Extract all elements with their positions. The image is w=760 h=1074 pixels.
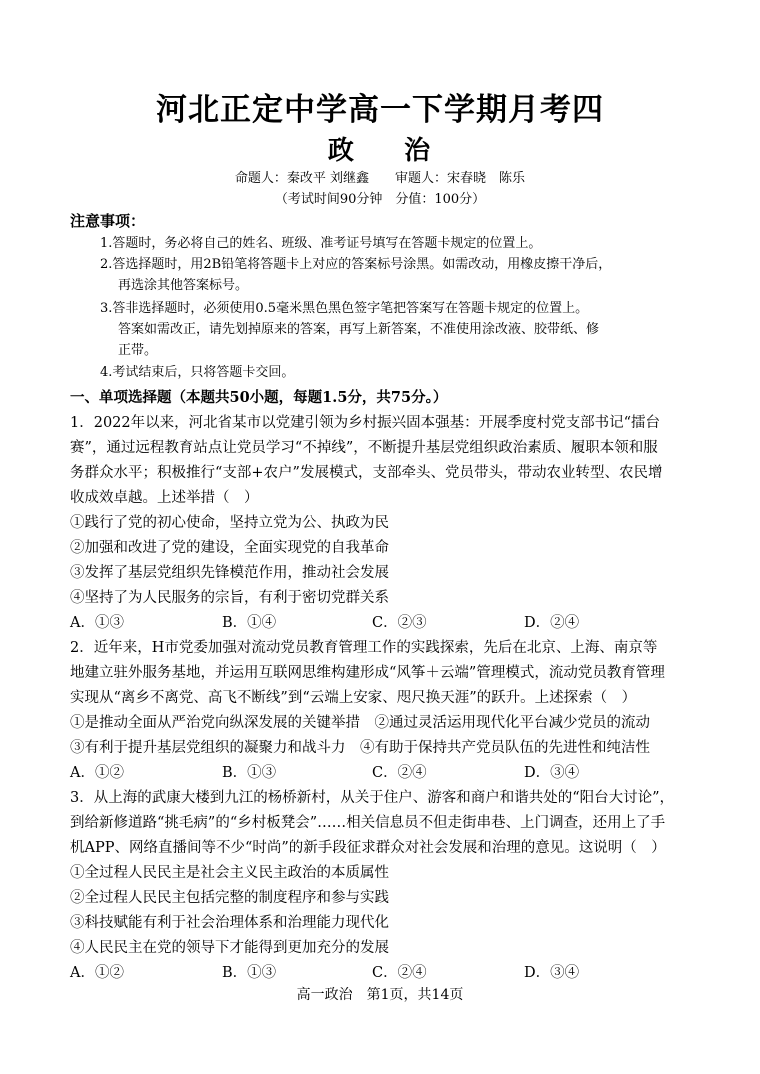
notice-item-3-cont: 答案如需改正，请先划掉原来的答案，再写上新答案，不准使用涂改液、胶带纸、修	[118, 322, 600, 337]
subject-title	[0, 130, 760, 167]
q2-option-d[interactable]: D．③④	[524, 765, 580, 781]
q2-option-a[interactable]: A．①②	[70, 765, 124, 781]
section-title: 一、单项选择题（本题共50小题，每题1.5分，共75分。）	[70, 389, 448, 406]
q1-option-a[interactable]: A．①③	[70, 615, 124, 631]
q1-stem-line-3: 务群众水平；积极推行“支部+农户”发展模式，支部牵头、党员带头，带动农业转型、农民增	[70, 465, 663, 481]
q1-option-c[interactable]: C．②③	[372, 615, 427, 631]
q2-option-b[interactable]: B．①③	[222, 765, 277, 781]
notice-item-1: 1.答题时，务必将自己的姓名、班级、准考证号填写在答题卡规定的位置上。	[100, 236, 542, 251]
q3-statement-1: ①全过程人民民主是社会主义民主政治的本质属性	[70, 865, 389, 881]
q2-statements-3-4: ③有利于提升基层党组织的凝聚力和战斗力 ④有助于保持共产党员队伍的先进性和纯洁性	[70, 740, 650, 756]
q3-option-c[interactable]: C．②④	[372, 965, 427, 981]
q2-stem-line-3: 实现从“离乡不离党、高飞不断线”到“云端上安家、咫尺换天涯”的跃升。上述探索（ ）	[70, 690, 637, 706]
exam-title: 河北正定中学高一下学期月考四	[156, 92, 604, 128]
subject-char-2: 治	[404, 136, 433, 166]
q1-option-b[interactable]: B．①④	[222, 615, 277, 631]
q3-statement-3: ③科技赋能有利于社会治理体系和治理能力现代化	[70, 915, 389, 931]
q3-stem-line-1: 3．从上海的武康大楼到九江的杨桥新村，从关于住户、游客和商户和谐共处的“阳台大讨论”，	[70, 790, 675, 806]
q3-option-d[interactable]: D．③④	[524, 965, 580, 981]
q1-stem-line-1: 1．2022年以来，河北省某市以党建引领为乡村振兴固本强基：开展季度村党支部书记“擂台	[70, 415, 661, 431]
notice-item-3-cont2: 正带。	[118, 343, 158, 358]
q3-stem-line-3: 机APP、网络直播间等不少“时尚”的新手段征求群众对社会发展和治理的意见。这说明（ ）	[70, 840, 666, 856]
notice-item-3: 3.答非选择题时，必须使用0.5毫米黑色黑色签字笔把答案写在答题卡规定的位置上。	[100, 301, 589, 316]
q3-stem-line-2: 到给新修道路“挑毛病”的“乡村板凳会”……相关信息员不但走街串巷、上门调查，还用上了手	[70, 815, 666, 831]
q3-option-b[interactable]: B．①③	[222, 965, 277, 981]
subject-char-1: 政	[327, 136, 356, 166]
notice-item-2: 2.答选择题时，用2B铅笔将答题卡上对应的答案标号涂黑。如需改动，用橡皮擦干净后，	[100, 257, 612, 272]
setters-line: 命题人：秦改平 刘继鑫 审题人：宋春晓 陈乐	[234, 171, 526, 186]
q2-stem-line-2: 地建立驻外服务基地，并运用互联网思维构建形成“风筝＋云端”管理模式，流动党员教育管理	[70, 665, 665, 681]
q3-statement-4: ④人民民主在党的领导下才能得到更加充分的发展	[70, 940, 389, 956]
q1-option-d[interactable]: D．②④	[524, 615, 580, 631]
notice-item-4: 4.考试结束后，只将答题卡交回。	[100, 365, 295, 380]
q1-statement-4: ④坚持了为人民服务的宗旨，有利于密切党群关系	[70, 590, 389, 606]
q1-statement-2: ②加强和改进了党的建设，全面实现党的自我革命	[70, 540, 389, 556]
notice-title: 注意事项：	[70, 212, 146, 230]
time-info: （考试时间90分钟 分值：100分）	[274, 192, 486, 207]
page-footer: 高一政治 第1页，共14页	[296, 987, 464, 1003]
q3-statement-2: ②全过程人民民主包括完整的制度程序和参与实践	[70, 890, 389, 906]
q2-stem-line-1: 2．近年来，H市党委加强对流动党员教育管理工作的实践探索，先后在北京、上海、南京等	[70, 640, 658, 656]
q3-option-a[interactable]: A．①②	[70, 965, 124, 981]
q1-statement-3: ③发挥了基层党组织先锋模范作用，推动社会发展	[70, 565, 389, 581]
q2-statements-1-2: ①是推动全面从严治党向纵深发展的关键举措 ②通过灵活运用现代化平台减少党员的流动	[70, 715, 650, 731]
q1-stem-line-2: 赛”，通过远程教育站点让党员学习“不掉线”，不断提升基层党组织政治素质、履职本领和服	[70, 440, 658, 456]
q2-option-c[interactable]: C．②④	[372, 765, 427, 781]
notice-item-2-cont: 再选涂其他答案标号。	[118, 278, 249, 293]
q1-statement-1: ①践行了党的初心使命，坚持立党为公、执政为民	[70, 515, 389, 531]
q1-stem-line-4: 收成效卓越。上述举措（ ）	[70, 490, 259, 506]
